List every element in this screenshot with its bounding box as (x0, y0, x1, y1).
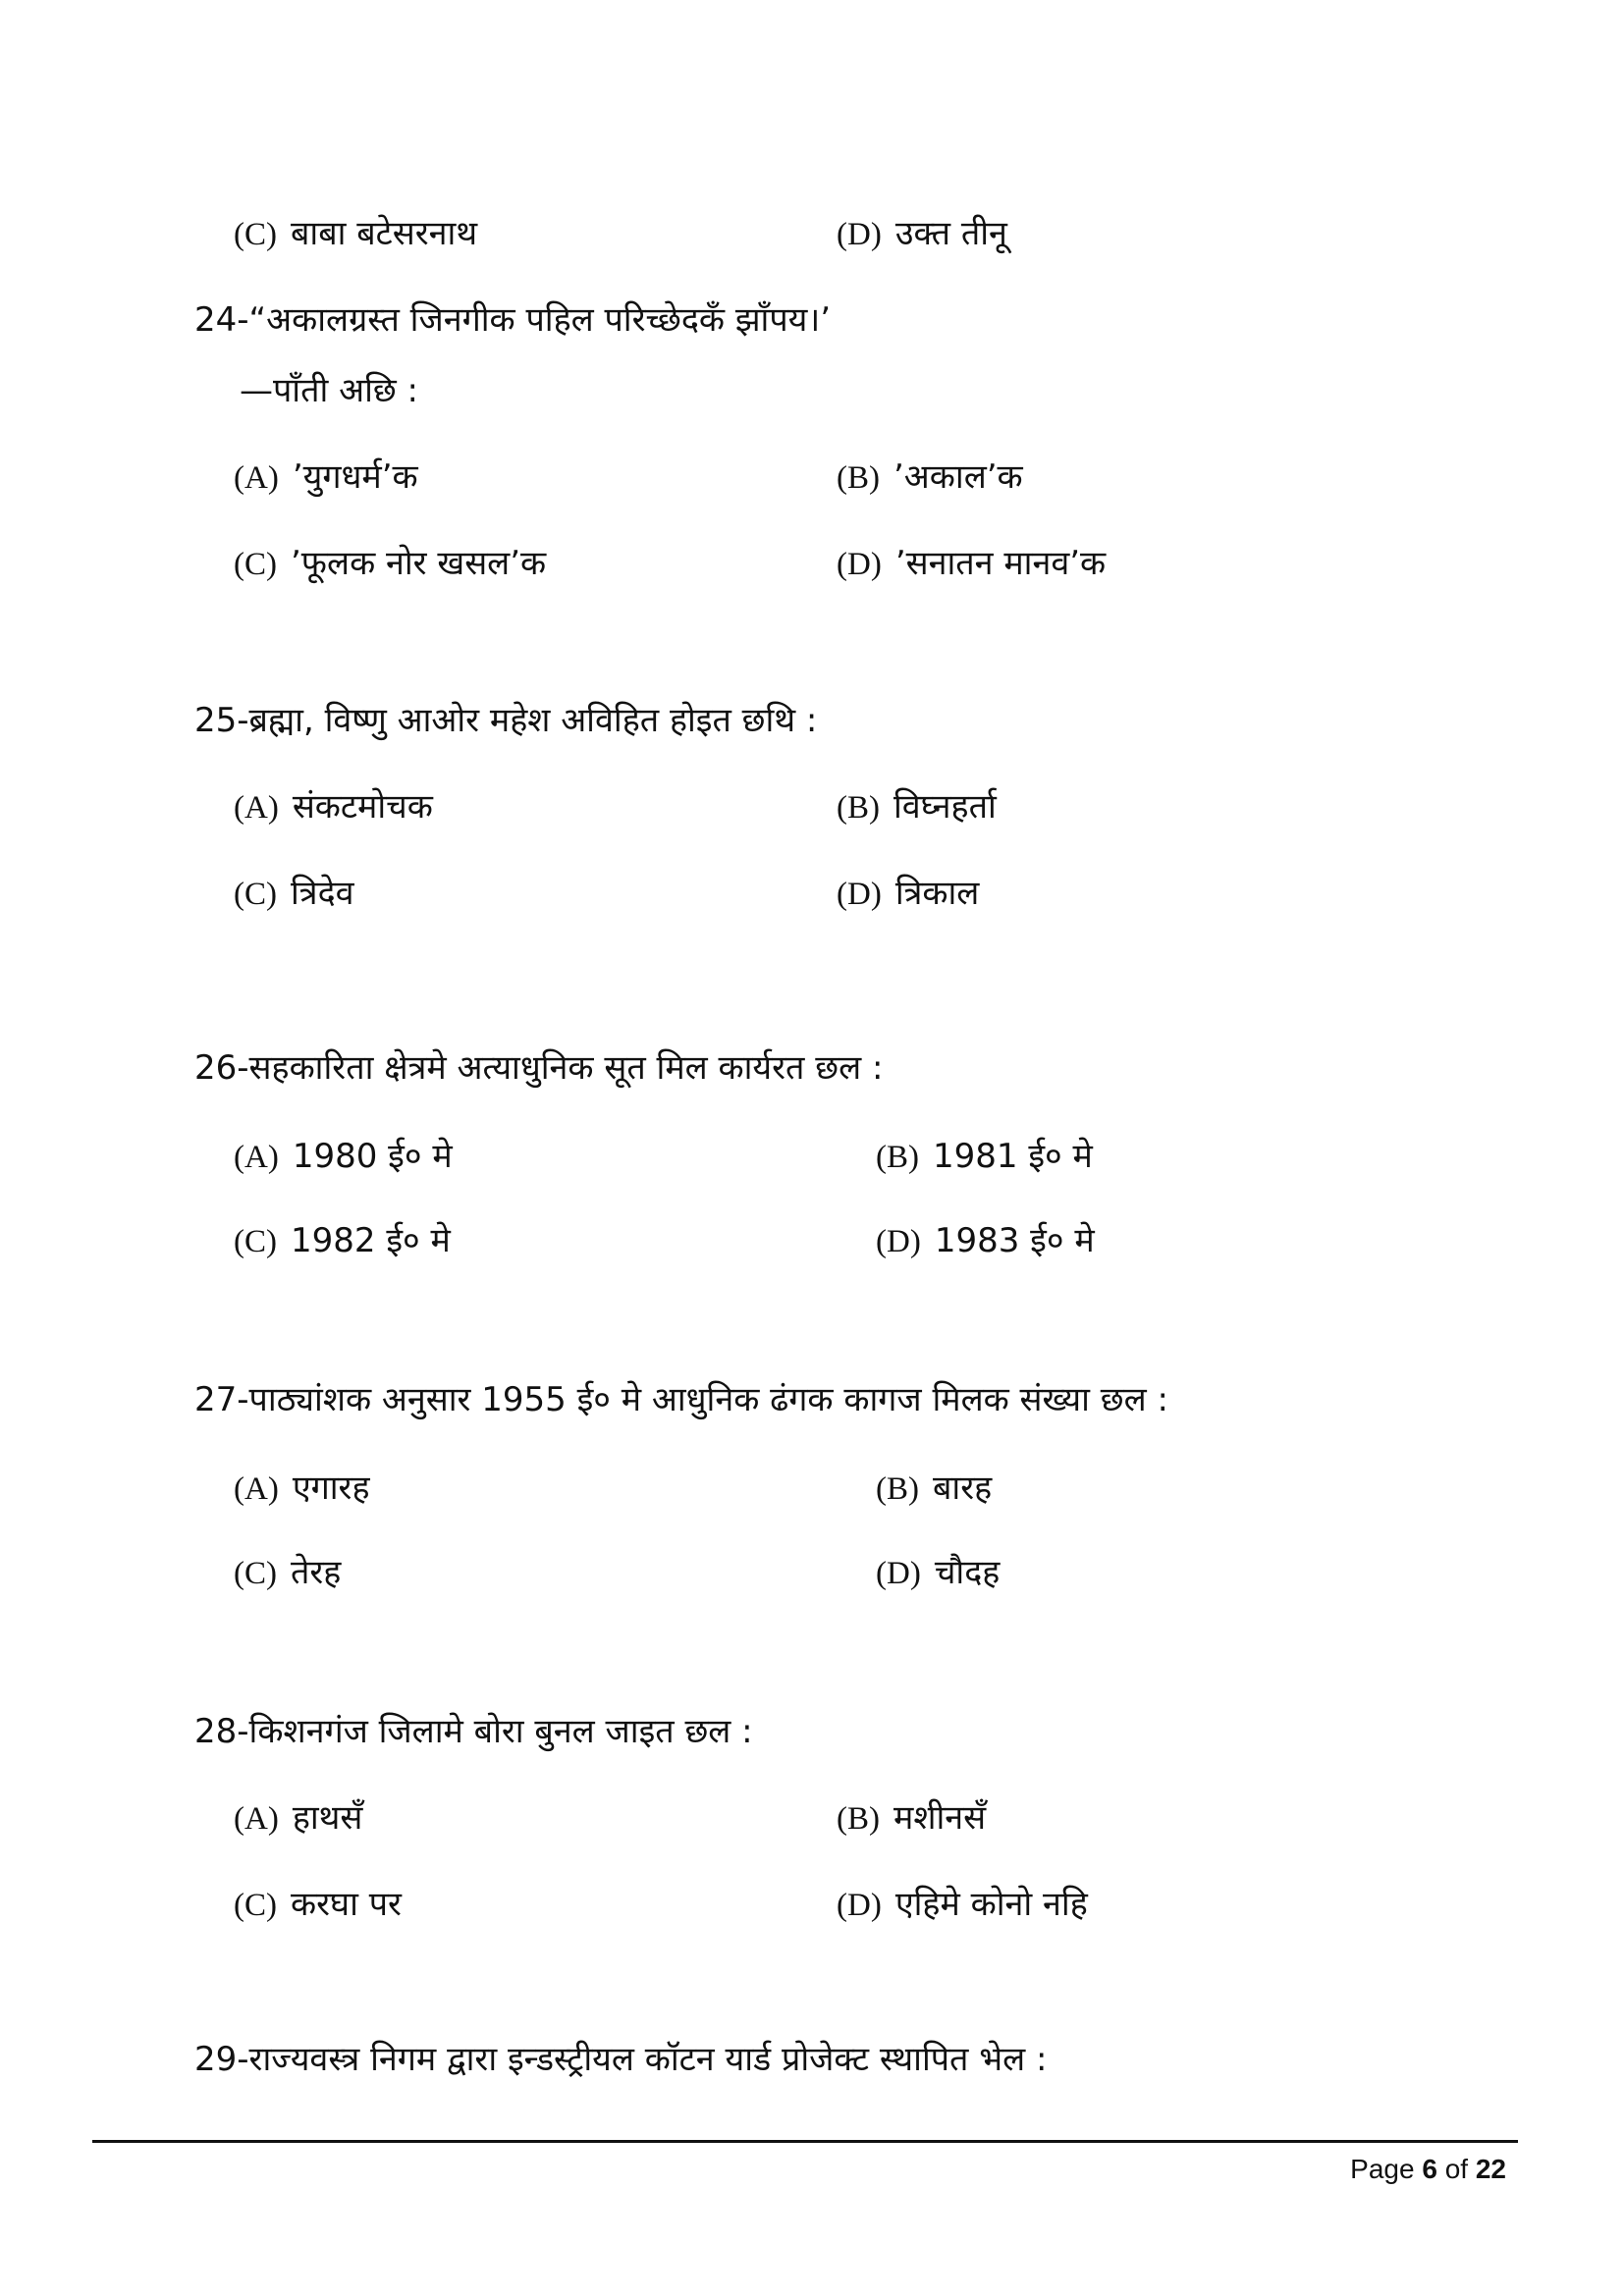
of-label: of (1444, 2154, 1469, 2184)
q26-option-a (234, 1135, 453, 1179)
q26-stem: 26-सहकारिता क्षेत्रमे अत्याधुनिक सूत मिल कार्यरत छल : (194, 1048, 884, 1088)
option-text: तेरह (291, 1553, 342, 1592)
page-total: 22 (1475, 2154, 1506, 2184)
option-text: ’युगधर्म’क (292, 457, 418, 497)
q24-subline: —पाँती अछि : (240, 371, 418, 410)
option-letter: (A) (234, 1140, 279, 1175)
q25-option-c (234, 872, 354, 916)
q28-option-d (837, 1883, 1088, 1927)
page-label: Page (1350, 2154, 1415, 2184)
option-text: ’फूलक नोर खसल’क (291, 544, 547, 583)
q29-stem: 29-राज्यवस्त्र निगम द्वारा इन्डस्ट्रीयल कॉटन यार्ड प्रोजेक्ट स्थापित भेल : (194, 2040, 1048, 2079)
q27-option-d (876, 1551, 1000, 1595)
q27-stem: 27-पाठ्यांशक अनुसार 1955 ई० मे आधुनिक ढंगक कागज मिलक संख्या छल : (194, 1380, 1168, 1419)
option-letter: (C) (234, 547, 277, 582)
option-text: हाथसँ (292, 1798, 363, 1838)
option-letter: (C) (234, 1224, 277, 1259)
q25-option-a (234, 785, 433, 829)
option-text: विघ्नहर्ता (893, 787, 997, 827)
q24-stem: 24-“अकालग्रस्त जिनगीक पहिल परिच्छेदकँ झाँपय।’ (194, 300, 832, 340)
page-number (1350, 2150, 1506, 2189)
option-letter: (D) (837, 547, 882, 582)
q27-option-b (876, 1467, 992, 1511)
option-letter: (A) (234, 460, 279, 496)
q24-option-a (234, 455, 418, 500)
option-text: एगारह (292, 1468, 370, 1508)
option-text: एहिमे कोनो नहि (894, 1885, 1088, 1924)
option-text: करघा पर (291, 1885, 402, 1924)
q23-option-d (837, 212, 1007, 256)
q24-option-b (837, 455, 1023, 500)
option-letter: (B) (876, 1471, 919, 1507)
q27-option-c (234, 1551, 341, 1595)
option-text: 1981 ई० मे (933, 1137, 1093, 1176)
option-letter: (C) (234, 1888, 277, 1923)
footer-divider (92, 2140, 1518, 2143)
option-text: बारह (933, 1468, 993, 1508)
option-text: बाबा बटेसरनाथ (291, 214, 478, 253)
option-letter: (B) (837, 460, 880, 496)
q26-option-c (234, 1219, 451, 1263)
q25-option-d (837, 872, 979, 916)
q28-option-a (234, 1796, 362, 1841)
option-text: मशीनसँ (893, 1798, 987, 1838)
option-text: चौदह (934, 1553, 1001, 1592)
option-text: ’सनातन मानव’क (894, 544, 1107, 583)
q25-option-b (837, 785, 997, 829)
q25-stem: 25-ब्रह्मा, विष्णु आओर महेश अविहित होइत छथि : (194, 701, 818, 740)
option-text: उक्त तीनू (894, 214, 1007, 253)
q27-option-a (234, 1467, 370, 1511)
option-letter: (B) (837, 790, 880, 826)
option-text: 1980 ई० मे (292, 1137, 453, 1176)
option-letter: (D) (876, 1224, 921, 1259)
option-letter: (B) (876, 1140, 919, 1175)
q26-option-d (876, 1219, 1095, 1263)
option-letter: (D) (837, 1888, 882, 1923)
option-text: 1982 ई० मे (291, 1221, 451, 1260)
option-letter: (A) (234, 1471, 279, 1507)
option-text: 1983 ई० मे (934, 1221, 1095, 1260)
option-letter: (C) (234, 877, 277, 912)
option-letter: (B) (837, 1801, 880, 1837)
option-text: ’अकाल’क (893, 457, 1023, 497)
q28-option-c (234, 1883, 402, 1927)
page-current: 6 (1422, 2154, 1437, 2184)
option-text: त्रिकाल (894, 874, 980, 913)
option-letter: (A) (234, 1801, 279, 1837)
q28-option-b (837, 1796, 986, 1841)
option-letter: (D) (837, 877, 882, 912)
q24-option-c (234, 542, 546, 586)
option-letter: (D) (876, 1556, 921, 1591)
option-letter: (C) (234, 217, 277, 252)
option-letter: (C) (234, 1556, 277, 1591)
option-text: त्रिदेव (291, 874, 354, 913)
q28-stem: 28-किशनगंज जिलामे बोरा बुनल जाइत छल : (194, 1712, 753, 1751)
option-letter: (A) (234, 790, 279, 826)
option-letter: (D) (837, 217, 882, 252)
q26-option-b (876, 1135, 1093, 1179)
q23-option-c (234, 212, 477, 256)
option-text: संकटमोचक (292, 787, 433, 827)
q24-option-d (837, 542, 1106, 586)
